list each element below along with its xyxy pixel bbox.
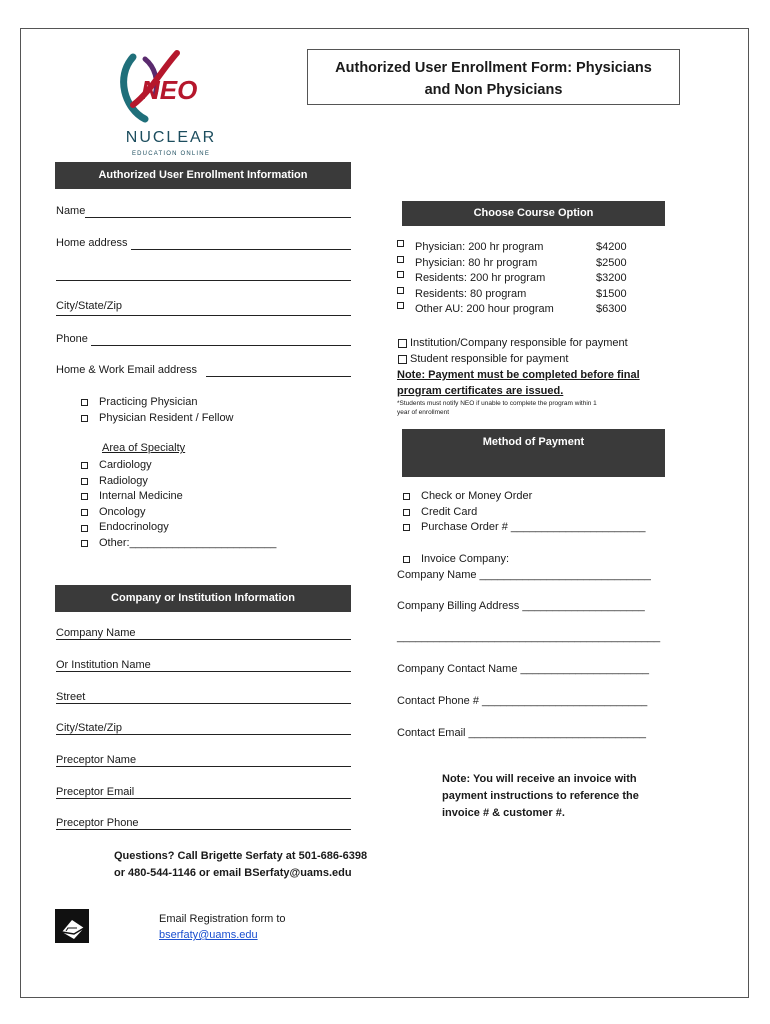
email-icon: [55, 909, 89, 943]
institution-responsible[interactable]: Institution/Company responsible for payment: [398, 336, 628, 352]
street-field[interactable]: [56, 703, 351, 704]
city-field[interactable]: [56, 315, 351, 316]
checkbox[interactable]: [81, 509, 88, 516]
checkbox[interactable]: [81, 415, 88, 422]
course-option[interactable]: Physician: 80 hr program $2500: [397, 256, 627, 272]
billing-address-line-2[interactable]: ___________________________________________: [397, 631, 661, 643]
course-option[interactable]: Physician: 200 hr program $4200: [397, 240, 627, 256]
phone-label: Phone: [56, 333, 88, 345]
company-city-label: City/State/Zip: [56, 722, 123, 734]
specialty-endocrinology[interactable]: Endocrinology: [81, 520, 276, 536]
checkbox[interactable]: [398, 339, 407, 348]
students-note: *Students must notify NEO if unable to complete the program within 1 year of enrollment: [397, 400, 597, 416]
payment-note: Note: Payment must be completed before final program certificates are issued.: [397, 369, 640, 397]
checkbox[interactable]: [397, 240, 404, 247]
home-address-field[interactable]: [131, 249, 351, 250]
preceptor-phone-label: Preceptor Phone: [56, 817, 139, 829]
payment-invoice[interactable]: Invoice Company:: [403, 552, 509, 568]
course-option[interactable]: Residents: 200 hr program $3200: [397, 271, 627, 287]
phone-field[interactable]: [91, 345, 351, 346]
company-contact-name[interactable]: Company Contact Name _____________________: [397, 663, 649, 675]
logo-word: NUCLEAR: [125, 129, 217, 146]
checkbox[interactable]: [397, 302, 404, 309]
student-responsible[interactable]: Student responsible for payment: [398, 352, 628, 368]
payment-purchase-order[interactable]: Purchase Order # ______________________: [403, 520, 645, 536]
email-field[interactable]: [206, 376, 351, 377]
preceptor-email-label: Preceptor Email: [56, 786, 135, 798]
specialty-radiology[interactable]: Radiology: [81, 474, 276, 490]
checkbox[interactable]: [81, 462, 88, 469]
company-header: Company or Institution Information: [55, 585, 351, 612]
specialty-list: [81, 458, 276, 552]
title-line-1: Authorized User Enrollment Form: Physicians: [335, 60, 652, 76]
form-page: [20, 28, 749, 998]
invoice-option: [403, 552, 509, 568]
invoice-note: Note: You will receive an invoice with payment instructions to reference the invoice # & customer #.: [442, 773, 639, 819]
company-city-field[interactable]: [56, 734, 351, 735]
checkbox[interactable]: [81, 478, 88, 485]
course-option[interactable]: Residents: 80 program $1500: [397, 287, 627, 303]
checkbox[interactable]: [397, 256, 404, 263]
email-label: Home & Work Email address: [56, 364, 198, 376]
specialty-other[interactable]: Other:________________________: [81, 536, 276, 552]
enrollment-header: Authorized User Enrollment Information: [55, 162, 351, 189]
checkbox[interactable]: [403, 509, 410, 516]
contact-email[interactable]: Contact Email _____________________________: [397, 727, 646, 739]
checkbox[interactable]: [397, 271, 404, 278]
checkbox[interactable]: [81, 525, 88, 532]
home-address-field-2[interactable]: [56, 280, 351, 281]
company-name-label: Company Name: [56, 627, 136, 639]
city-label: City/State/Zip: [56, 300, 123, 312]
checkbox[interactable]: [398, 355, 407, 364]
course-options: [397, 240, 627, 318]
payment-header: Method of Payment: [402, 429, 665, 477]
checkbox[interactable]: [81, 540, 88, 547]
checkbox[interactable]: [403, 524, 410, 531]
course-option[interactable]: Other AU: 200 hour program $6300: [397, 302, 627, 318]
checkbox[interactable]: [397, 287, 404, 294]
preceptor-email-field[interactable]: [56, 798, 351, 799]
preceptor-name-label: Preceptor Name: [56, 754, 137, 766]
course-header: Choose Course Option: [402, 201, 665, 226]
checkbox[interactable]: [81, 399, 88, 406]
registration-email-link[interactable]: bserfaty@uams.edu: [159, 929, 258, 941]
form-title: [307, 49, 680, 105]
name-label: Name: [56, 205, 86, 217]
specialty-cardiology[interactable]: Cardiology: [81, 458, 276, 474]
title-line-2: and Non Physicians: [424, 82, 563, 98]
payment-methods: [403, 489, 645, 536]
role-practicing[interactable]: Practicing Physician: [81, 395, 234, 411]
specialty-oncology[interactable]: Oncology: [81, 505, 276, 521]
email-registration-label: Email Registration form to: [159, 913, 286, 925]
specialty-internal-medicine[interactable]: Internal Medicine: [81, 489, 276, 505]
company-name-field[interactable]: [56, 639, 351, 640]
role-list: [81, 395, 234, 426]
checkbox[interactable]: [403, 493, 410, 500]
checkbox[interactable]: [81, 493, 88, 500]
neo-logo-mark: [111, 47, 231, 127]
institution-name-label: Or Institution Name: [56, 659, 151, 671]
responsibility-list: [398, 336, 628, 367]
specialty-title: Area of Specialty: [102, 442, 186, 454]
street-label: Street: [56, 691, 86, 703]
company-billing-address[interactable]: Company Billing Address ____________________: [397, 600, 645, 612]
questions-note: Questions? Call Brigette Serfaty at 501-686-6398 or 480-544-1146 or email BSerfaty@uams.edu: [114, 850, 368, 879]
payment-credit-card[interactable]: Credit Card: [403, 505, 645, 521]
checkbox[interactable]: [403, 556, 410, 563]
role-resident[interactable]: Physician Resident / Fellow: [81, 411, 234, 427]
neo-logo: [111, 47, 231, 167]
payment-check[interactable]: Check or Money Order: [403, 489, 645, 505]
preceptor-name-field[interactable]: [56, 766, 351, 767]
home-address-label: Home address: [56, 237, 128, 249]
contact-phone[interactable]: Contact Phone # ___________________________: [397, 695, 648, 707]
logo-mark-text: NEO: [141, 75, 198, 105]
preceptor-phone-field[interactable]: [56, 829, 351, 830]
email-registration: [159, 911, 286, 943]
institution-name-field[interactable]: [56, 671, 351, 672]
name-field[interactable]: [85, 217, 351, 218]
invoice-company-name[interactable]: Company Name ____________________________: [397, 569, 651, 581]
logo-subtitle: EDUCATION ONLINE: [131, 151, 211, 157]
